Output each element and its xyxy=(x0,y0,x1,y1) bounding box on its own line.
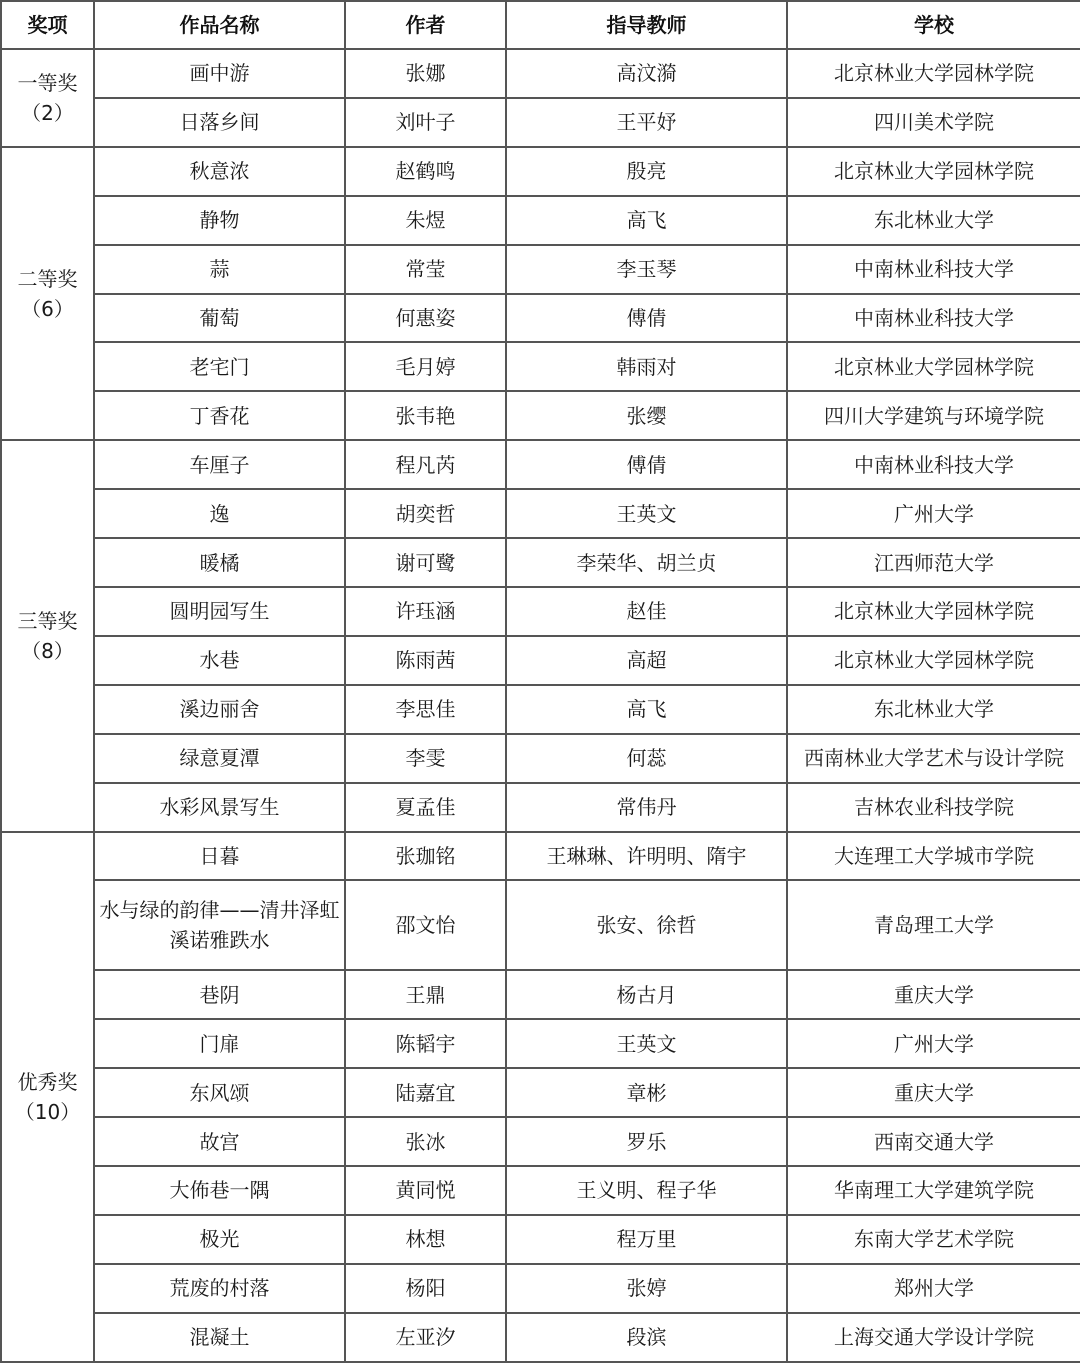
work-title-cell: 水彩风景写生 xyxy=(94,783,345,832)
header-author: 作者 xyxy=(345,1,506,49)
table-row xyxy=(1,98,1080,147)
work-title-cell: 大佈巷一隅 xyxy=(94,1166,345,1215)
table-row xyxy=(1,832,1080,881)
author-cell: 陈韬宇 xyxy=(345,1019,506,1068)
advisor-cell: 段滨 xyxy=(506,1313,787,1362)
school-cell: 北京林业大学园林学院 xyxy=(787,342,1080,391)
table-row xyxy=(1,734,1080,783)
school-cell: 中南林业科技大学 xyxy=(787,294,1080,343)
advisor-cell: 高飞 xyxy=(506,196,787,245)
work-title-cell: 极光 xyxy=(94,1215,345,1264)
advisor-cell: 程万里 xyxy=(506,1215,787,1264)
award-name: 优秀奖 xyxy=(17,1069,78,1094)
author-cell: 陈雨茜 xyxy=(345,636,506,685)
school-cell: 北京林业大学园林学院 xyxy=(787,587,1080,636)
advisor-cell: 殷亮 xyxy=(506,147,787,196)
table-row xyxy=(1,342,1080,391)
author-cell: 朱煜 xyxy=(345,196,506,245)
school-cell: 北京林业大学园林学院 xyxy=(787,49,1080,98)
table-body xyxy=(1,49,1080,1362)
school-cell: 郑州大学 xyxy=(787,1264,1080,1313)
work-title-cell: 巷阴 xyxy=(94,970,345,1019)
work-title-cell: 混凝土 xyxy=(94,1313,345,1362)
author-cell: 常莹 xyxy=(345,245,506,294)
author-cell: 邵文怡 xyxy=(345,880,506,970)
author-cell: 张娜 xyxy=(345,49,506,98)
school-cell: 吉林农业科技学院 xyxy=(787,783,1080,832)
table-row xyxy=(1,1264,1080,1313)
advisor-cell: 罗乐 xyxy=(506,1117,787,1166)
author-cell: 许珏涵 xyxy=(345,587,506,636)
work-title-cell: 静物 xyxy=(94,196,345,245)
advisor-cell: 王平妤 xyxy=(506,98,787,147)
work-title-cell: 老宅门 xyxy=(94,342,345,391)
work-title-cell: 画中游 xyxy=(94,49,345,98)
school-cell: 东北林业大学 xyxy=(787,196,1080,245)
table-row xyxy=(1,587,1080,636)
table-row xyxy=(1,440,1080,489)
school-cell: 重庆大学 xyxy=(787,1068,1080,1117)
advisor-cell: 王义明、程子华 xyxy=(506,1166,787,1215)
school-cell: 重庆大学 xyxy=(787,970,1080,1019)
work-title-cell: 逸 xyxy=(94,489,345,538)
author-cell: 赵鹤鸣 xyxy=(345,147,506,196)
work-title-cell: 丁香花 xyxy=(94,391,345,440)
work-title-cell: 东风颂 xyxy=(94,1068,345,1117)
school-cell: 华南理工大学建筑学院 xyxy=(787,1166,1080,1215)
advisor-cell: 李玉琴 xyxy=(506,245,787,294)
author-cell: 胡奕哲 xyxy=(345,489,506,538)
work-title-cell: 车厘子 xyxy=(94,440,345,489)
author-cell: 谢可鹭 xyxy=(345,538,506,587)
author-cell: 何惠姿 xyxy=(345,294,506,343)
table-row xyxy=(1,294,1080,343)
award-count: （2） xyxy=(21,100,74,125)
work-title-cell: 蒜 xyxy=(94,245,345,294)
work-title-cell: 水巷 xyxy=(94,636,345,685)
table-row xyxy=(1,245,1080,294)
advisor-cell: 章彬 xyxy=(506,1068,787,1117)
advisor-cell: 傅倩 xyxy=(506,440,787,489)
table-row xyxy=(1,391,1080,440)
table-row xyxy=(1,1166,1080,1215)
advisor-cell: 王琳琳、许明明、隋宇 xyxy=(506,832,787,881)
award-cell xyxy=(1,147,94,440)
award-name: 三等奖 xyxy=(17,608,78,633)
school-cell: 西南林业大学艺术与设计学院 xyxy=(787,734,1080,783)
author-cell: 杨阳 xyxy=(345,1264,506,1313)
advisor-cell: 韩雨对 xyxy=(506,342,787,391)
author-cell: 李思佳 xyxy=(345,685,506,734)
table-row xyxy=(1,1068,1080,1117)
advisor-cell: 何蕊 xyxy=(506,734,787,783)
award-cell xyxy=(1,832,94,1362)
author-cell: 王鼎 xyxy=(345,970,506,1019)
advisor-cell: 张缨 xyxy=(506,391,787,440)
award-name: 一等奖 xyxy=(17,70,78,95)
table-row xyxy=(1,1117,1080,1166)
advisor-cell: 傅倩 xyxy=(506,294,787,343)
author-cell: 夏孟佳 xyxy=(345,783,506,832)
table-header xyxy=(1,1,1080,49)
table-row xyxy=(1,783,1080,832)
work-title-cell: 荒废的村落 xyxy=(94,1264,345,1313)
table-row xyxy=(1,49,1080,98)
table-row xyxy=(1,636,1080,685)
table-row xyxy=(1,1215,1080,1264)
work-title-cell: 秋意浓 xyxy=(94,147,345,196)
school-cell: 北京林业大学园林学院 xyxy=(787,636,1080,685)
advisor-cell: 王英文 xyxy=(506,489,787,538)
school-cell: 东北林业大学 xyxy=(787,685,1080,734)
work-title-cell: 故宫 xyxy=(94,1117,345,1166)
award-count: （6） xyxy=(21,296,74,321)
header-row xyxy=(1,1,1080,49)
school-cell: 东南大学艺术学院 xyxy=(787,1215,1080,1264)
school-cell: 四川大学建筑与环境学院 xyxy=(787,391,1080,440)
work-title-cell: 日落乡间 xyxy=(94,98,345,147)
advisor-cell: 张安、徐哲 xyxy=(506,880,787,970)
school-cell: 大连理工大学城市学院 xyxy=(787,832,1080,881)
school-cell: 中南林业科技大学 xyxy=(787,440,1080,489)
header-award: 奖项 xyxy=(1,1,94,49)
header-work-title: 作品名称 xyxy=(94,1,345,49)
advisor-cell: 高超 xyxy=(506,636,787,685)
award-name: 二等奖 xyxy=(17,266,78,291)
school-cell: 广州大学 xyxy=(787,1019,1080,1068)
work-title-cell: 圆明园写生 xyxy=(94,587,345,636)
author-cell: 张韦艳 xyxy=(345,391,506,440)
advisor-cell: 赵佳 xyxy=(506,587,787,636)
author-cell: 林想 xyxy=(345,1215,506,1264)
school-cell: 上海交通大学设计学院 xyxy=(787,1313,1080,1362)
table-row xyxy=(1,147,1080,196)
award-cell xyxy=(1,49,94,147)
advisor-cell: 王英文 xyxy=(506,1019,787,1068)
author-cell: 陆嘉宜 xyxy=(345,1068,506,1117)
school-cell: 江西师范大学 xyxy=(787,538,1080,587)
school-cell: 北京林业大学园林学院 xyxy=(787,147,1080,196)
table-row xyxy=(1,489,1080,538)
table-row xyxy=(1,1019,1080,1068)
author-cell: 程凡芮 xyxy=(345,440,506,489)
author-cell: 李雯 xyxy=(345,734,506,783)
school-cell: 广州大学 xyxy=(787,489,1080,538)
table-row xyxy=(1,880,1080,970)
table-row xyxy=(1,970,1080,1019)
work-title-cell: 门扉 xyxy=(94,1019,345,1068)
header-advisor: 指导教师 xyxy=(506,1,787,49)
work-title-cell: 暖橘 xyxy=(94,538,345,587)
author-cell: 左亚汐 xyxy=(345,1313,506,1362)
school-cell: 青岛理工大学 xyxy=(787,880,1080,970)
table-row xyxy=(1,538,1080,587)
advisor-cell: 张婷 xyxy=(506,1264,787,1313)
advisor-cell: 常伟丹 xyxy=(506,783,787,832)
table-row xyxy=(1,1313,1080,1362)
work-title-cell: 绿意夏潭 xyxy=(94,734,345,783)
advisor-cell: 高汶漪 xyxy=(506,49,787,98)
advisor-cell: 杨古月 xyxy=(506,970,787,1019)
author-cell: 刘叶子 xyxy=(345,98,506,147)
award-count: （10） xyxy=(14,1099,81,1124)
work-title-cell: 葡萄 xyxy=(94,294,345,343)
author-cell: 张冰 xyxy=(345,1117,506,1166)
advisor-cell: 高飞 xyxy=(506,685,787,734)
award-count: （8） xyxy=(21,638,74,663)
school-cell: 西南交通大学 xyxy=(787,1117,1080,1166)
author-cell: 毛月婷 xyxy=(345,342,506,391)
header-school: 学校 xyxy=(787,1,1080,49)
author-cell: 张珈铭 xyxy=(345,832,506,881)
table-row xyxy=(1,196,1080,245)
advisor-cell: 李荣华、胡兰贞 xyxy=(506,538,787,587)
table-row xyxy=(1,685,1080,734)
work-title-cell: 溪边丽舍 xyxy=(94,685,345,734)
school-cell: 中南林业科技大学 xyxy=(787,245,1080,294)
school-cell: 四川美术学院 xyxy=(787,98,1080,147)
work-title-cell: 日暮 xyxy=(94,832,345,881)
author-cell: 黄同悦 xyxy=(345,1166,506,1215)
work-title-cell: 水与绿的韵律——清井泽虹溪诺雅跌水 xyxy=(94,880,345,970)
award-cell xyxy=(1,440,94,831)
